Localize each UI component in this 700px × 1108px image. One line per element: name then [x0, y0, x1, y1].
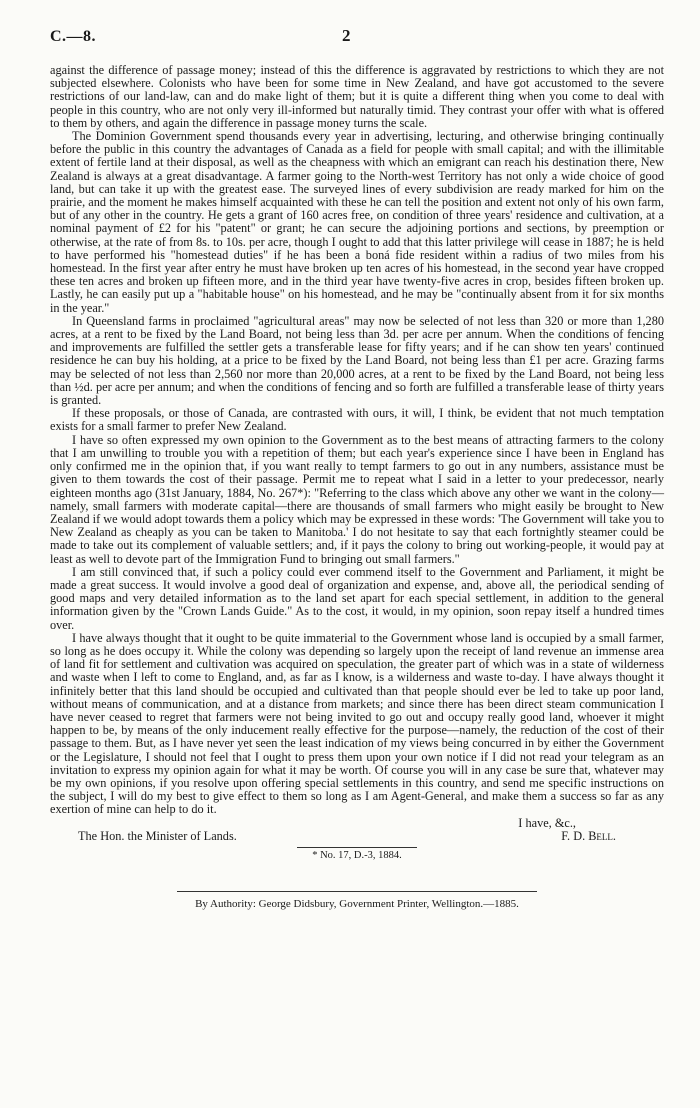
paragraph: The Dominion Government spend thousands every year in advertising, lecturing, and otherwise bringing continually before the public in this country the advantages of Canada as a field for people with small capital; and with the illimitable extent of fertile land at their disposal, as well as the cheapness with which an emigrant can reach his destination there, New Zealand is always at a great disadvantage. A farmer going to the North-west Territory has not only a wide choice of good land, but can take it up with the greatest ease. The surveyed lines of every subdivision are ready marked for him on the prairie, and the moment he makes himself acquainted with these he can tell the position and extent not only of his own farm, but of any other in the country. He gets a grant of 160 acres free, on condition of three years' residence and cultivation, at a nominal payment of £2 for his "patent" or grant; he can secure the adjoining portions and sections, by preemption or otherwise, at the rate of from 8s. to 10s. per acre, though I ought to add that this latter privilege will cease in 1887; he is held to have performed his "homestead duties" if he has been a boná fide resident within a radius of two miles from his homestead. In the first year after entry he must have broken up ten acres of his homestead, in the second year have cropped these ten acres and broken up fifteen more, and in the third year have twenty-five acres in crop, besides fifteen broken up. Lastly, he can easily put up a "habitable house" on his homestead, and he may be "continually absent from it for six months in the year.": [50, 129, 664, 315]
signature: F. D. Bell.: [561, 828, 616, 843]
document-reference: C.—8.: [50, 28, 97, 45]
footnote: * No. 17, D.-3, 1884.: [312, 849, 402, 861]
paragraph: In Queensland farms in proclaimed "agricultural areas" may now be selected of not less than 320 or more than 1,280 acres, at a rent to be fixed by the Land Board, not being less than 3d. per acre per annum. When the conditions of fencing and improvements are fulfilled the settler gets a transferable lease for fifty years; and if he can show ten years' continued residence he can buy his holding, at a price to be fixed by the Land Board, not being less than £1 per acre. Grazing farms may be selected of not less than 2,560 nor more than 20,000 acres, at a rent to be fixed by the Land Board, not being less than ½d. per acre per annum; and when the conditions of fencing and so forth are fulfilled a transferable lease of thirty years is granted.: [50, 313, 664, 408]
paragraph: I am still convinced that, if such a policy could ever commend itself to the Government and Parliament, it might be made a great success. It would involve a good deal of organization and expense, and, above all, the periodical sending of good maps and very detailed information as to the land set apart for each special settlement, in addition to the general information given by the "Crown Lands Guide." As to the cost, it would, in my opinion, soon repay itself a hundred times over.: [50, 564, 664, 632]
salutation: I have, &c.,: [518, 815, 576, 830]
addressee: The Hon. the Minister of Lands.: [78, 828, 237, 843]
letter-closing: [50, 817, 664, 843]
paragraph: I have always thought that it ought to be quite immaterial to the Government whose land is occupied by a small farmer, so long as he does occupy it. While the colony was depending so largely upon the receipt of land revenue an immense area of land fit for settlement and cultivation was acquired on speculation, the greater part of which was in a state of wilderness and waste when I left to come to England, and, as far as I know, is a wilderness and waste to-day. I have always thought it infinitely better that this land should be occupied and cultivated than that people should ever be led to take up poor land, without means of communication, and at a distance from markets; and since there has been direct steam communication I have never ceased to regret that farmers were not being invited to go out and occupy really good land, whoever it might happen to be, by means of the only inducement really effective for the purpose—namely, the reduction of the cost of their passage to them. But, as I have never yet seen the least indication of my views being concurred in by either the Government or the Legislature, I should not feel that I ought to press them upon your own notice if I did not read your telegram as an invitation to express my opinion again for what it may be worth. Of course you will in any case be sure that, whatever may be my own opinions, if you resolve upon offering special settlements in this country, and send me specific instructions on the subject, I will do my best to give effect to them so long as I am Agent-General, and make them a success so far as any exertion of mine can help to do it.: [50, 630, 664, 817]
page-number: 2: [342, 26, 351, 45]
paragraph: I have so often expressed my own opinion to the Government as to the best means of attracting farmers to the colony that I am unwilling to trouble you with a repetition of them; but each year's experience since I have been in England has only confirmed me in the opinion that, if you want really to tempt farmers to go out in any numbers, assistance must be given to them towards the cost of their passage. Permit me to repeat what I said in a letter to your predecessor, nearly eighteen months ago (31st January, 1884, No. 267*): "Referring to the class which above any other we want in the colony—namely, small farmers with moderate capital—there are thousands of small farmers who might easily be brought to New Zealand if we would adopt towards them a policy which may be expressed in these words: 'The Government will take you to New Zealand as cheaply as you can be taken to Manitoba.' I do not hesitate to say that each fortnightly steamer could be made to take out its complement of valuable settlers; and, if it pays the colony to bring out working-people, it would pay at least as well to devote part of the Immigration Fund to bringing out small farmers.": [50, 432, 664, 566]
letter-body: [50, 64, 664, 817]
closing-line: [50, 830, 664, 843]
page-header: [50, 28, 664, 52]
paragraph: If these proposals, or those of Canada, are contrasted with ours, it will, I think, be evident that not much temptation exists for a small farmer to prefer New Zealand.: [50, 406, 664, 434]
footnote-divider: [297, 847, 417, 848]
printer-imprint: By Authority: George Didsbury, Government Printer, Wellington.—1885.: [195, 897, 519, 910]
paragraph: against the difference of passage money; instead of this the difference is aggravated by restrictions to which they are not subjected elsewhere. Colonists who have been for some time in New Zealand, and have got accustomed to the severe restrictions of our land-law, can and do make light of them; but it is quite a different thing when you come to deal with people in this country, who are not only very ill-informed but naturally timid. They contrast your offer with what is offered to them by others, and again the difference in passage money turns the scale.: [50, 63, 664, 130]
imprint-divider: [177, 891, 537, 892]
